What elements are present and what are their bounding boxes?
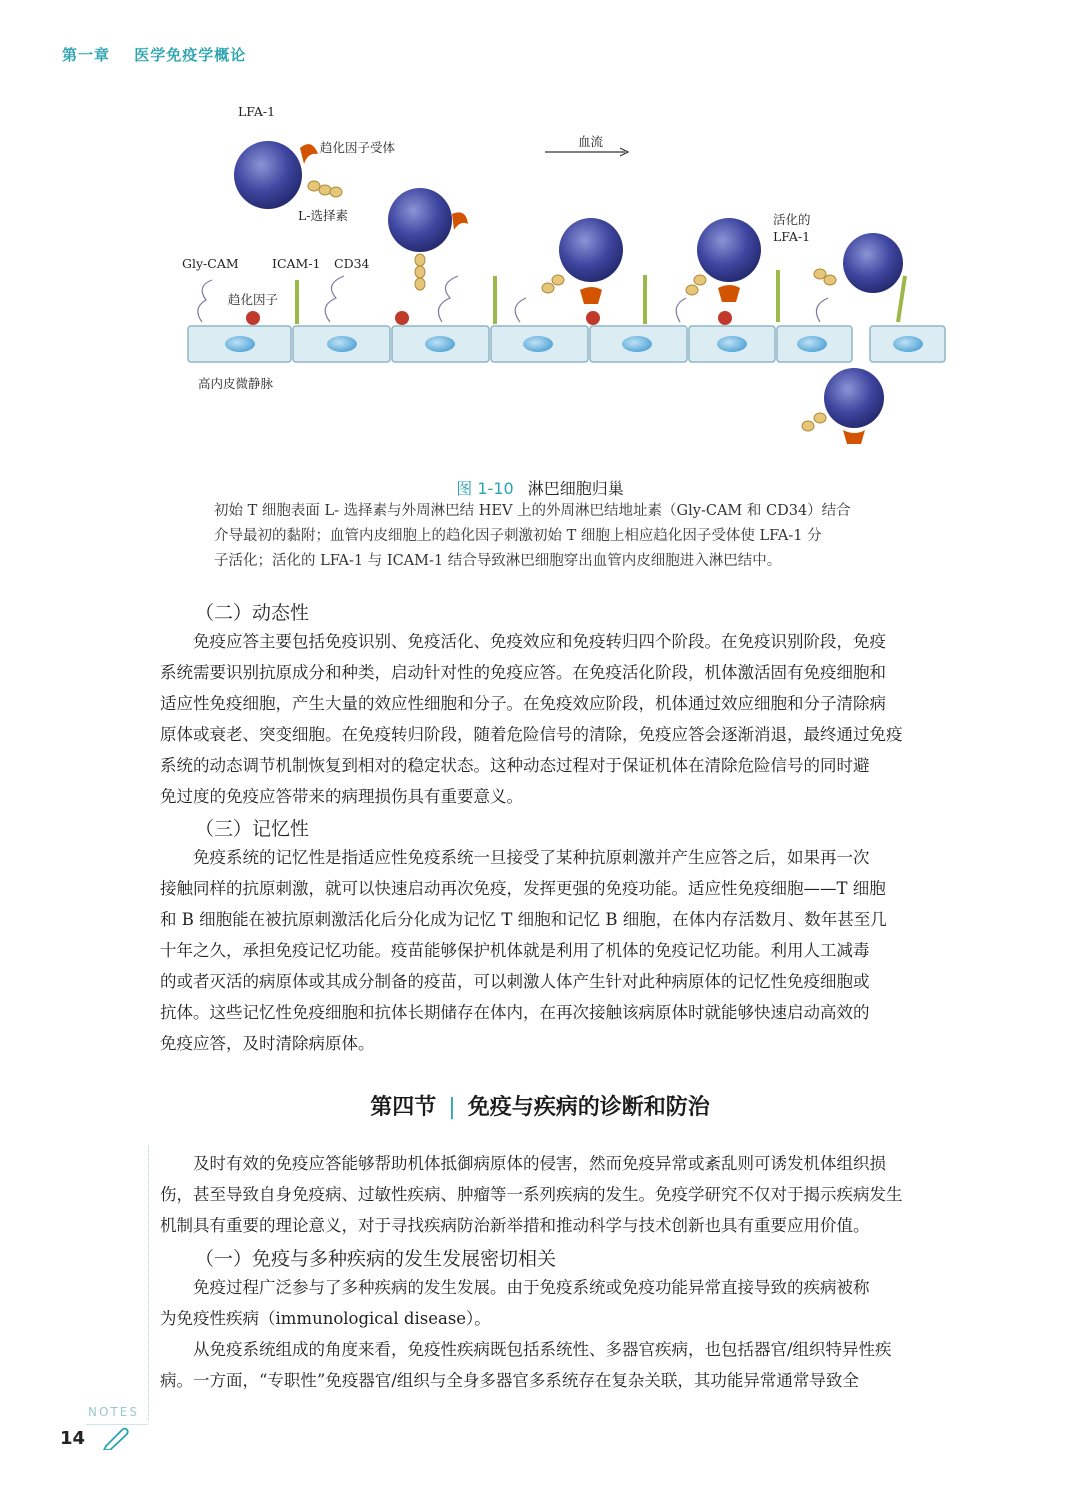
figure-number: 图 1-10 xyxy=(456,479,514,498)
figure-illustration xyxy=(180,100,955,462)
paragraph-dynamic xyxy=(160,626,972,812)
text-line: 系统需要识别抗原成分和种类，启动针对性的免疫应答。在免疫活化阶段，机体激活固有免疫细胞和 xyxy=(160,663,886,682)
chapter-title: 医学免疫学概论 xyxy=(134,46,247,64)
section-heading xyxy=(0,1090,1080,1121)
text-line: 为免疫性疾病（immunological disease）。 xyxy=(160,1309,491,1328)
label-icam1: ICAM-1 xyxy=(272,256,321,271)
label-chemokine-receptor: 趋化因子受体 xyxy=(320,140,396,155)
text-line: 和 B 细胞能在被抗原刺激活化后分化成为记忆 T 细胞和记忆 B 细胞，在体内存活数月、数年甚至几 xyxy=(160,910,887,929)
text-line: 原体或衰老、突变细胞。在免疫转归阶段，随着危险信号的清除，免疫应答会逐渐消退，最终通过免疫 xyxy=(160,725,903,744)
label-l-selectin: L-选择素 xyxy=(298,208,349,223)
text-line: 伤，甚至导致自身免疫病、过敏性疾病、肿瘤等一系列疾病的发生。免疫学研究不仅对于揭示疾病发生 xyxy=(160,1185,903,1204)
section-separator: | xyxy=(448,1095,456,1120)
text-line: 病。一方面，“专职性”免疫器官/组织与全身多器官多系统存在复杂关联，其功能异常通常导致全 xyxy=(160,1371,859,1390)
figure-caption-body xyxy=(214,499,930,574)
text-line: 的或者灭活的病原体或其成分制备的疫苗，可以刺激人体产生针对此种病原体的记忆性免疫细胞或 xyxy=(160,972,870,991)
label-hev: 高内皮微静脉 xyxy=(198,376,274,391)
figure-title: 淋巴细胞归巢 xyxy=(527,479,624,498)
figure-caption-title xyxy=(0,476,1080,499)
margin-dotted-rule xyxy=(148,1145,149,1420)
label-blood-flow: 血流 xyxy=(578,134,604,149)
caption-line: 初始 T 细胞表面 L- 选择素与外周淋巴结 HEV 上的外周淋巴结地址素（Gly-CAM 和 CD34）结合 xyxy=(214,503,851,519)
text-line: 适应性免疫细胞，产生大量的效应性细胞和分子。在免疫效应阶段，机体通过效应细胞和分子清除病 xyxy=(160,694,886,713)
text-line: 免疫应答主要包括免疫识别、免疫活化、免疫效应和免疫转归四个阶段。在免疫识别阶段，免疫 xyxy=(160,632,886,651)
lymphocyte-homing-figure xyxy=(180,100,955,462)
paragraph-intro xyxy=(160,1148,972,1241)
pen-icon xyxy=(100,1424,130,1450)
label-cd34: CD34 xyxy=(334,256,370,271)
paragraph-diseases xyxy=(160,1272,972,1396)
subheading-diseases: （一）免疫与多种疾病的发生发展密切相关 xyxy=(195,1248,557,1270)
text-line: 机制具有重要的理论意义，对于寻找疾病防治新举措和推动科学与技术创新也具有重要应用价值。 xyxy=(160,1216,870,1235)
running-header xyxy=(62,44,264,65)
page-number: 14 xyxy=(60,1428,86,1449)
chapter-number: 第一章 xyxy=(62,46,111,64)
subheading-memory: （三）记忆性 xyxy=(195,818,310,840)
label-activated-lfa1: LFA-1 xyxy=(773,229,811,244)
label-glycam: Gly-CAM xyxy=(182,256,239,271)
subheading-dynamic: （二）动态性 xyxy=(195,602,310,624)
text-line: 从免疫系统组成的角度来看，免疫性疾病既包括系统性、多器官疾病，也包括器官/组织特异性疾 xyxy=(160,1340,892,1359)
section-title: 免疫与疾病的诊断和防治 xyxy=(467,1095,710,1120)
text-line: 免疫系统的记忆性是指适应性免疫系统一旦接受了某种抗原刺激并产生应答之后，如果再一次 xyxy=(160,848,870,867)
text-line: 接触同样的抗原刺激，就可以快速启动再次免疫，发挥更强的免疫功能。适应性免疫细胞——T 细胞 xyxy=(160,879,886,898)
endothelium xyxy=(188,326,945,362)
text-line: 抗体。这些记忆性免疫细胞和抗体长期储存在体内，在再次接触该病原体时就能够快速启动高效的 xyxy=(160,1003,870,1022)
text-line: 十年之久，承担免疫记忆功能。疫苗能够保护机体就是利用了机体的免疫记忆功能。利用人工减毒 xyxy=(160,941,870,960)
text-line: 及时有效的免疫应答能够帮助机体抵御病原体的侵害，然而免疫异常或紊乱则可诱发机体组织损 xyxy=(160,1154,886,1173)
notes-label: NOTES xyxy=(88,1405,139,1419)
caption-line: 子活化；活化的 LFA-1 与 ICAM-1 结合导致淋巴细胞穿出血管内皮细胞进入淋巴结中。 xyxy=(214,553,782,569)
paragraph-memory xyxy=(160,842,972,1059)
text-line: 免疫应答，及时清除病原体。 xyxy=(160,1034,375,1053)
label-chemokine: 趋化因子 xyxy=(228,292,279,307)
label-lfa1: LFA-1 xyxy=(238,104,276,119)
section-number: 第四节 xyxy=(370,1095,437,1120)
caption-line: 介导最初的黏附；血管内皮细胞上的趋化因子刺激初始 T 细胞上相应趋化因子受体使 LFA-1 分 xyxy=(214,528,822,544)
text-line: 免疫过程广泛参与了多种疾病的发生发展。由于免疫系统或免疫功能异常直接导致的疾病被称 xyxy=(160,1278,870,1297)
text-line: 系统的动态调节机制恢复到相对的稳定状态。这种动态过程对于保证机体在清除危险信号的同时避 xyxy=(160,756,870,775)
text-line: 免过度的免疫应答带来的病理损伤具有重要意义。 xyxy=(160,787,523,806)
label-activated: 活化的 xyxy=(773,212,811,227)
